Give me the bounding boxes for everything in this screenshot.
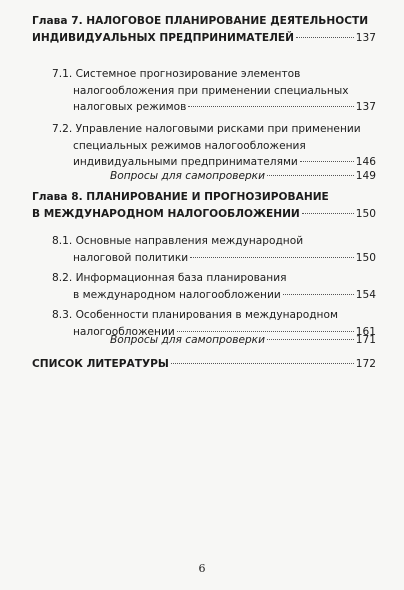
- toc-self-check-7[interactable]: [110, 168, 376, 185]
- toc-page-number: 161: [355, 325, 376, 338]
- toc-self-check-7-text: Вопросы для самопроверки: [110, 170, 265, 182]
- toc-page-number: 154: [355, 288, 376, 301]
- toc-section-8-1[interactable]: [52, 233, 376, 266]
- toc-chapter-8-title-line2-row: [32, 206, 376, 223]
- toc-bibliography[interactable]: [32, 356, 376, 373]
- toc-chapter-7-title-line2: ИНДИВИДУАЛЬНЫХ ПРЕДПРИНИМАТЕЛЕЙ: [32, 31, 294, 44]
- dot-leader: [171, 363, 354, 364]
- toc-self-check-8[interactable]: [110, 332, 376, 349]
- toc-section-8-1-line2-row: [52, 250, 376, 267]
- toc-section-8-1-line2: налоговой политики: [73, 251, 189, 264]
- toc-chapter-8-title-line1: Глава 8. ПЛАНИРОВАНИЕ И ПРОГНОЗИРОВАНИЕ: [32, 191, 329, 203]
- dot-leader: [296, 37, 354, 38]
- dot-leader: [188, 106, 353, 107]
- toc-section-8-3-line1: 8.3. Особенности планирования в международном: [52, 309, 338, 321]
- toc-section-8-2[interactable]: [52, 270, 376, 303]
- toc-page-number: 150: [355, 251, 376, 264]
- toc-page-number: 172: [355, 358, 376, 370]
- toc-page-number: 171: [355, 334, 376, 346]
- dot-leader: [190, 257, 354, 258]
- toc-page-number: 150: [355, 207, 376, 220]
- page-number: 6: [198, 562, 206, 575]
- toc-chapter-8[interactable]: [32, 189, 376, 222]
- toc-self-check-8-text: Вопросы для самопроверки: [110, 334, 265, 346]
- dot-leader: [267, 175, 354, 176]
- toc-chapter-7-title-line1: Глава 7. НАЛОГОВОЕ ПЛАНИРОВАНИЕ ДЕЯТЕЛЬНОСТИ: [32, 15, 369, 27]
- toc-page-number: 146: [355, 156, 376, 168]
- toc-self-check-7-row: [110, 168, 376, 185]
- toc-section-7-1-line3: налоговых режимов: [73, 101, 187, 113]
- dot-leader: [283, 294, 354, 295]
- toc-page-number: 137: [355, 101, 376, 113]
- toc-section-8-1-line1: 8.1. Основные направления международной: [52, 235, 304, 247]
- toc-section-7-2-line3: индивидуальными предпринимателями: [73, 156, 298, 168]
- toc-page-number: 137: [355, 31, 376, 44]
- toc-section-8-2-line1: 8.2. Информационная база планирования: [52, 272, 287, 284]
- toc-bibliography-text: СПИСОК ЛИТЕРАТУРЫ: [32, 358, 169, 370]
- dot-leader: [300, 161, 354, 162]
- toc-section-8-2-line2: в международном налогообложении: [73, 288, 281, 301]
- toc-section-7-2-line2: специальных режимов налогообложения: [73, 139, 306, 152]
- toc-bibliography-row: [32, 356, 376, 373]
- toc-section-8-2-line2-row: [52, 287, 376, 304]
- toc-chapter-8-title-line2: В МЕЖДУНАРОДНОМ НАЛОГООБЛОЖЕНИИ: [32, 207, 300, 220]
- toc-section-7-2[interactable]: [52, 121, 376, 171]
- toc-section-7-1-line2: налогообложения при применении специальных: [73, 84, 349, 97]
- toc-section-7-2-line1: 7.2. Управление налоговыми рисками при применении: [52, 123, 361, 135]
- toc-section-8-3-line2: налогообложении: [73, 325, 175, 338]
- toc-section-7-1-line3-row: [52, 99, 376, 116]
- toc-chapter-7-title-line2-row: [32, 30, 376, 47]
- dot-leader: [267, 339, 354, 340]
- toc-chapter-7[interactable]: [32, 13, 376, 46]
- toc-section-7-1-line1: 7.1. Системное прогнозирование элементов: [52, 68, 301, 80]
- dot-leader: [302, 213, 354, 214]
- toc-section-7-1[interactable]: [52, 66, 376, 116]
- toc-page-number: 149: [355, 170, 376, 182]
- toc-self-check-8-row: [110, 332, 376, 349]
